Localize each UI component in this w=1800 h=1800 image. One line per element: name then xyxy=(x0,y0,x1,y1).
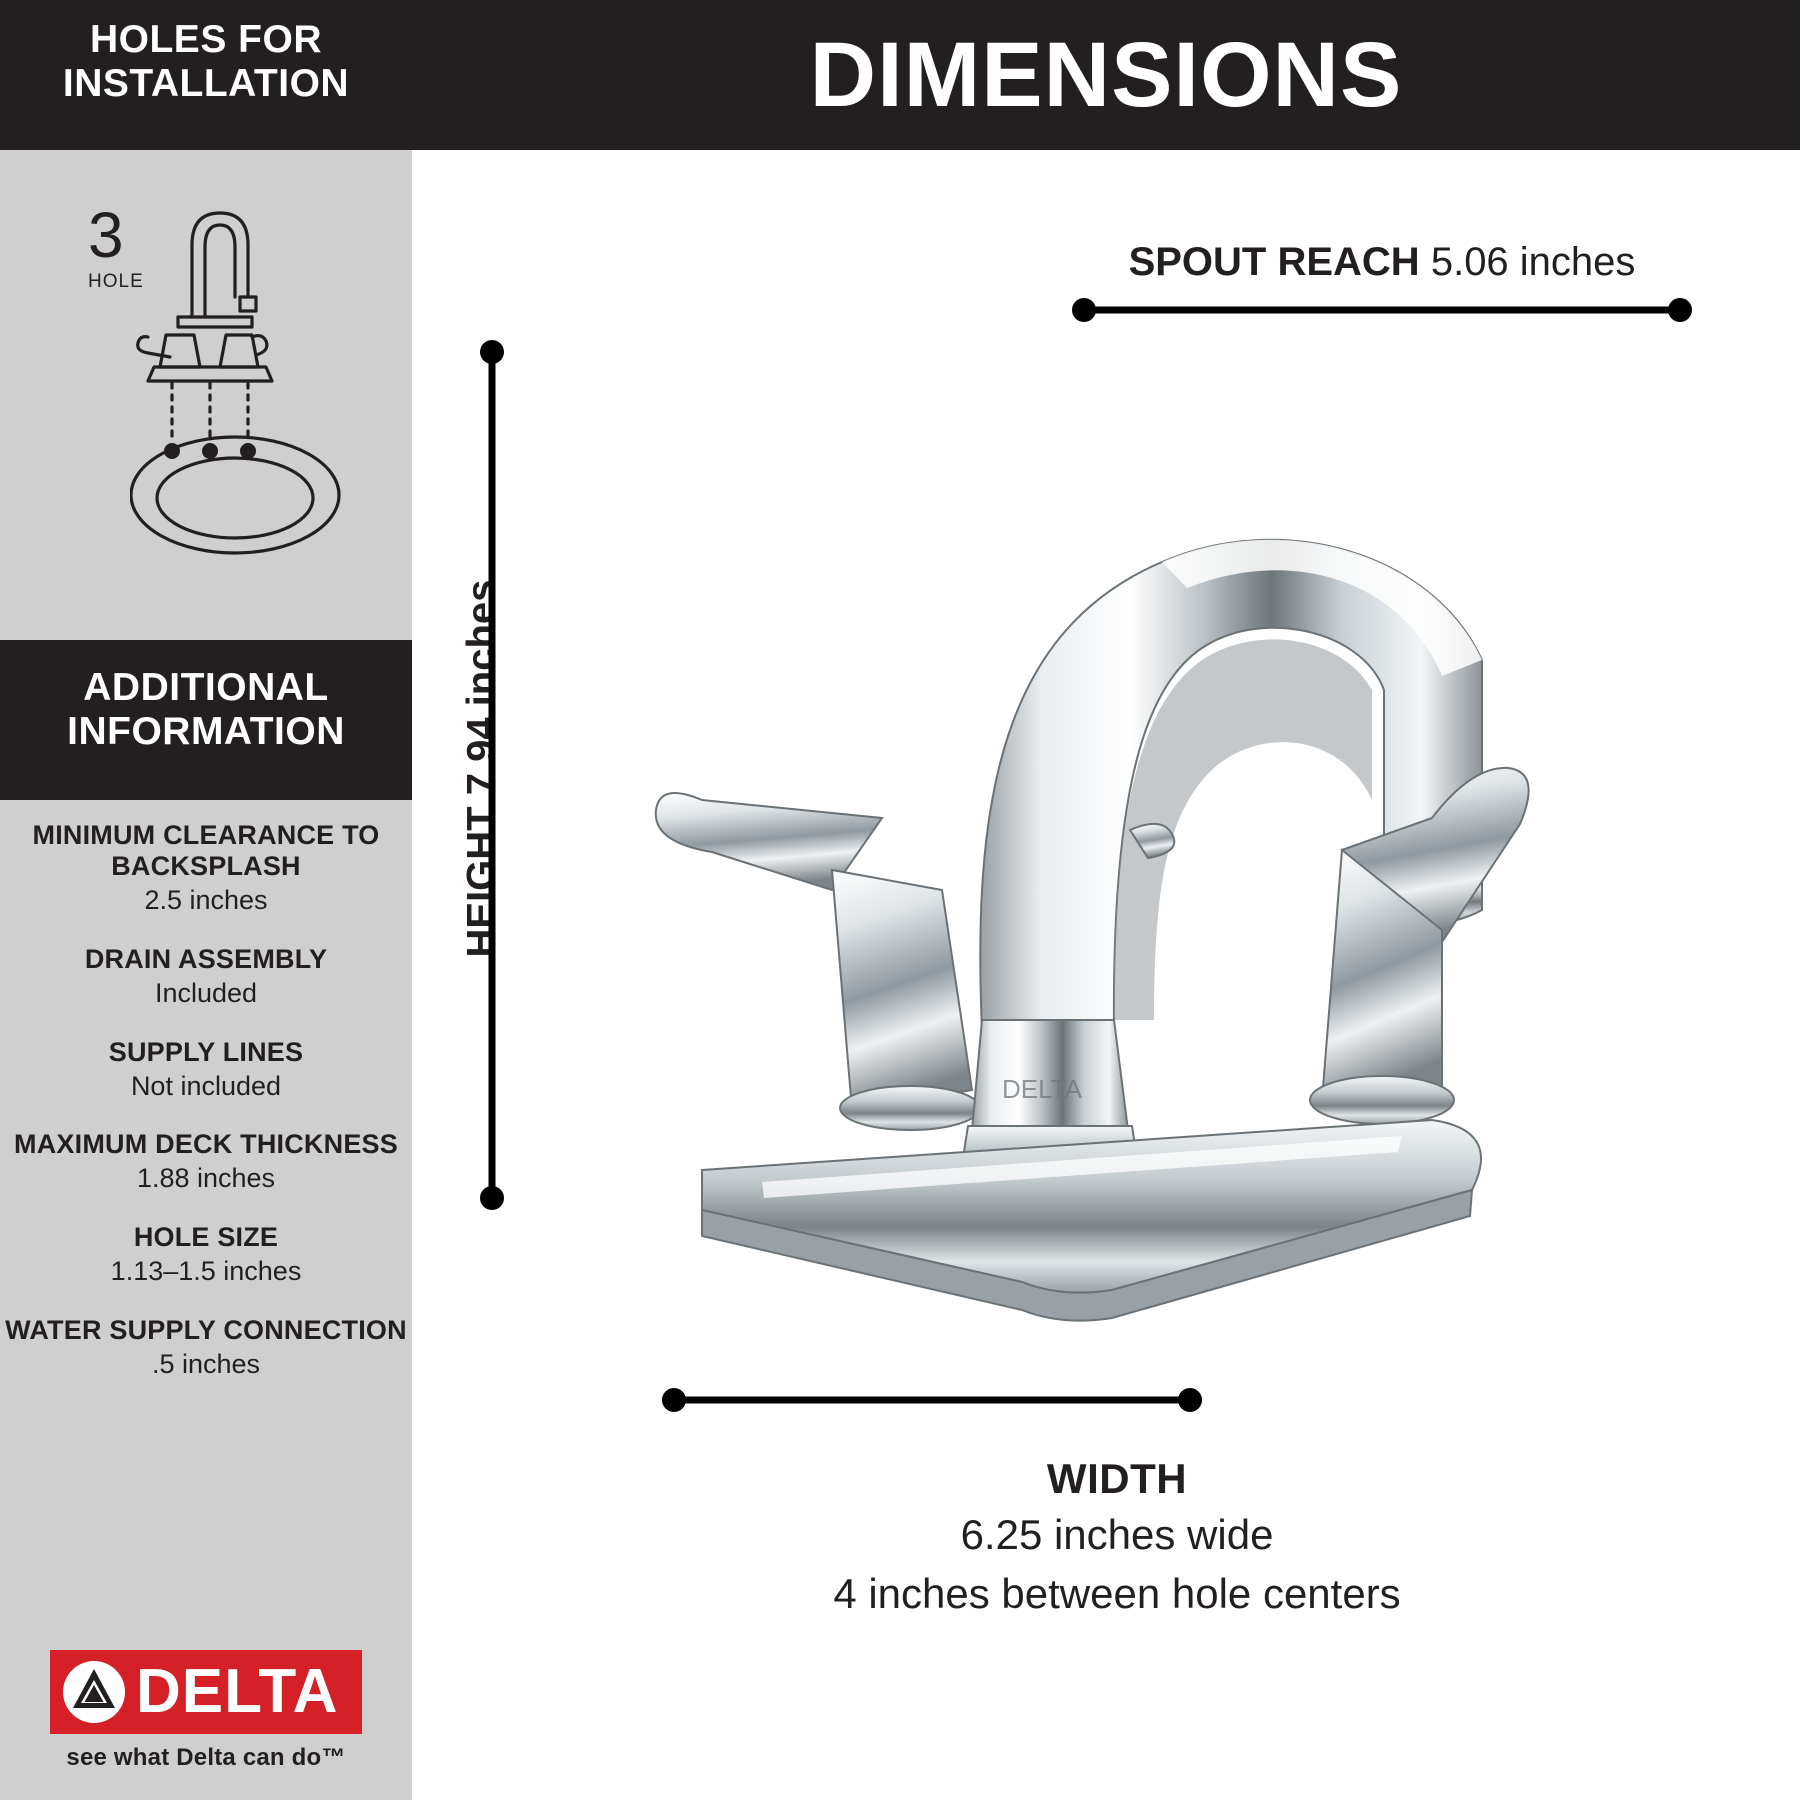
additional-header-line-1: ADDITIONAL xyxy=(83,666,329,709)
height-dimension-line xyxy=(472,340,512,1210)
holes-header-line-1: HOLES FOR xyxy=(89,18,322,61)
main-panel xyxy=(412,0,1800,1800)
logo-wordmark: DELTA xyxy=(136,1657,339,1726)
info-label: WATER SUPPLY CONNECTION xyxy=(5,1315,407,1346)
additional-information-list xyxy=(0,820,412,1408)
height-label: HEIGHT 7.94 inches xyxy=(459,579,504,958)
hole-count-label: HOLE xyxy=(88,271,144,292)
info-value: Included xyxy=(154,977,258,1008)
width-dimension-line xyxy=(662,1380,1202,1420)
dimensions-header xyxy=(412,0,1800,150)
logo-badge xyxy=(50,1650,362,1734)
info-value: 1.13–1.5 inches xyxy=(110,1256,302,1287)
info-item xyxy=(0,820,412,918)
info-item xyxy=(0,944,412,1011)
spout-reach-dimension-line xyxy=(1072,290,1692,330)
delta-triangle-icon xyxy=(60,1658,128,1726)
info-value: Not included xyxy=(130,1070,282,1101)
info-item xyxy=(0,1129,412,1196)
faucet-product-image xyxy=(642,330,1752,1440)
info-label: HOLE SIZE xyxy=(133,1222,279,1253)
sidebar xyxy=(0,0,412,1800)
additional-header-line-2: INFORMATION xyxy=(67,709,345,753)
width-line-1: 6.25 inches wide xyxy=(960,1511,1274,1558)
width-line-2: 4 inches between hole centers xyxy=(833,1569,1401,1617)
holes-for-installation-header xyxy=(0,0,412,150)
left-handle-post xyxy=(832,870,972,1110)
info-label: MINIMUM CLEARANCE TO BACKSPLASH xyxy=(32,820,380,882)
info-item xyxy=(0,1222,412,1289)
page-title: DIMENSIONS xyxy=(809,24,1403,126)
delta-logo xyxy=(50,1650,362,1772)
left-handle-collar xyxy=(840,1086,980,1130)
width-text-block xyxy=(592,1455,1642,1620)
hole-count: 3 xyxy=(88,199,124,271)
spout-reach-label xyxy=(1032,240,1732,285)
spout-reach-value: 5.06 inches xyxy=(1430,240,1636,284)
additional-information-header xyxy=(0,640,412,800)
width-title: WIDTH xyxy=(1046,1455,1188,1502)
faucet-sink-holes-icon xyxy=(130,185,380,585)
info-label: MAXIMUM DECK THICKNESS xyxy=(14,1129,398,1160)
info-value: 2.5 inches xyxy=(144,885,268,916)
right-handle-collar xyxy=(1310,1076,1454,1124)
info-item xyxy=(0,1315,412,1382)
spout-reach-title: SPOUT REACH xyxy=(1128,240,1420,284)
holes-header-line-2: INSTALLATION xyxy=(62,61,350,105)
holes-graphic xyxy=(0,175,412,595)
info-label: SUPPLY LINES xyxy=(108,1036,304,1067)
info-value: .5 inches xyxy=(151,1349,261,1380)
info-value: 1.88 inches xyxy=(136,1163,276,1194)
faucet-brand-etch: DELTA xyxy=(1002,1074,1082,1104)
info-item xyxy=(0,1037,412,1104)
logo-tagline: see what Delta can do™ xyxy=(66,1744,346,1771)
info-label: DRAIN ASSEMBLY xyxy=(84,943,328,974)
